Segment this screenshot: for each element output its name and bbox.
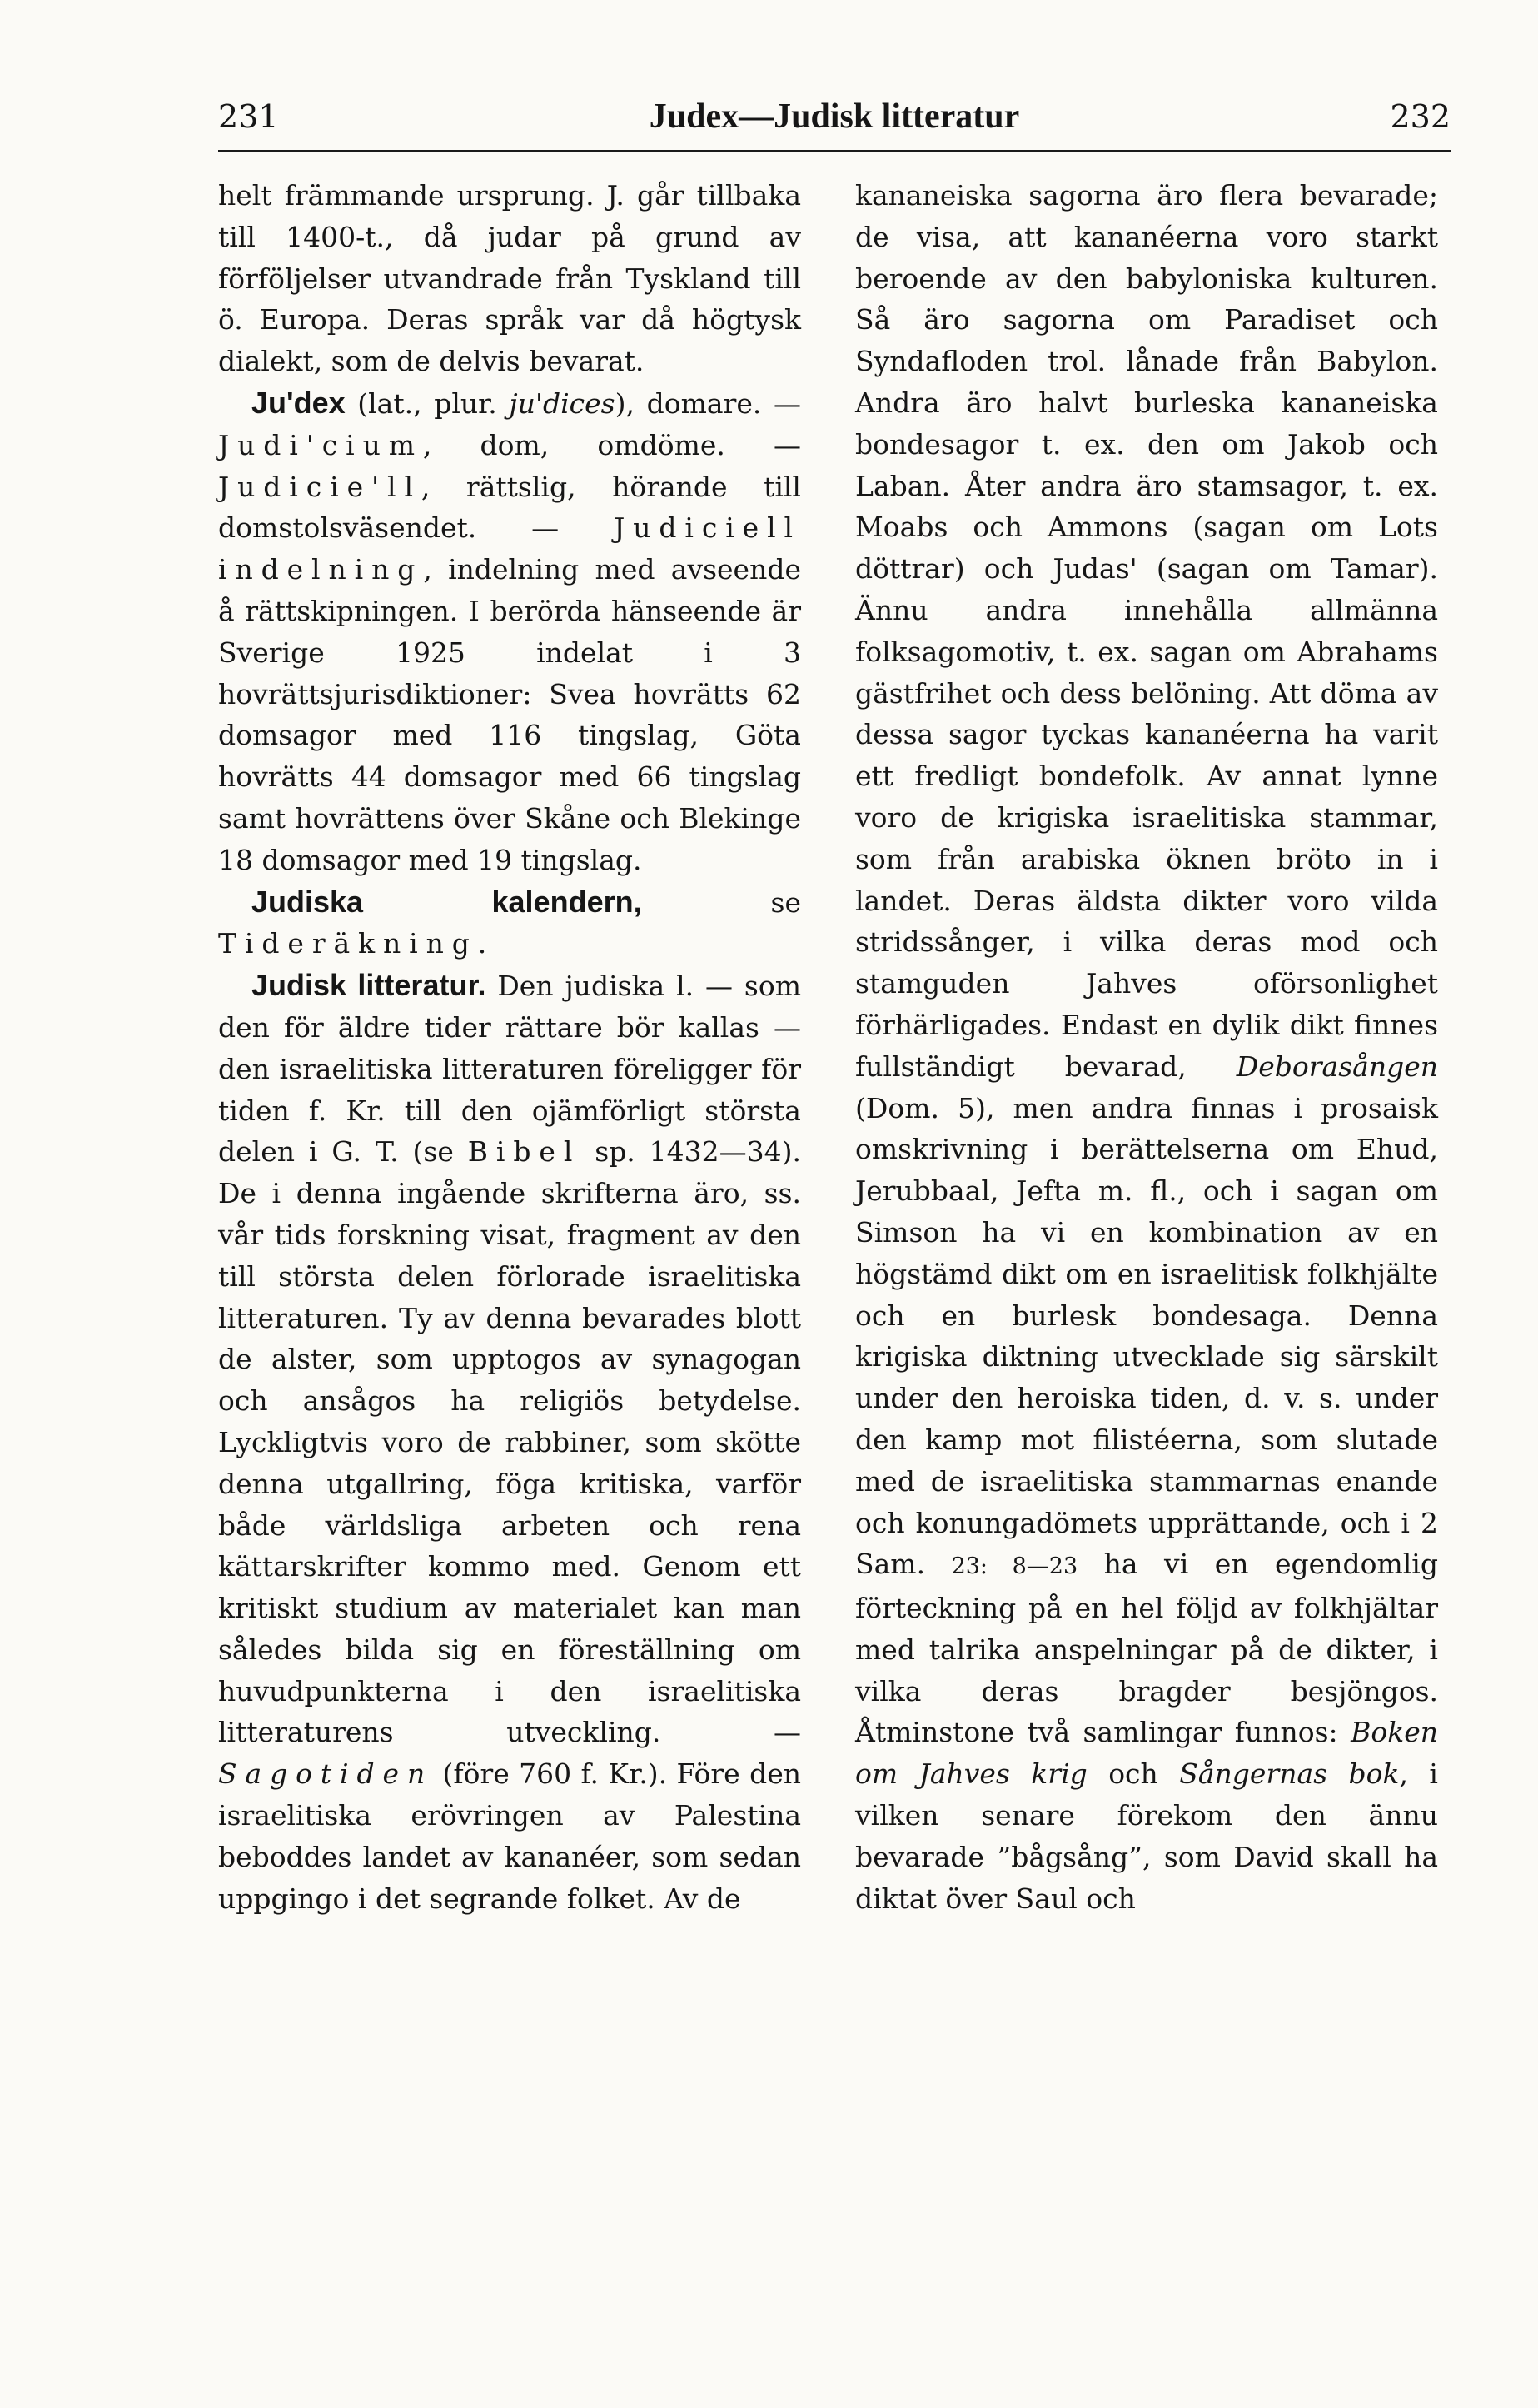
paragraph-continuation: helt främmande ursprung. J. går tillbaka till 1400-t., då judar på grund av förföljelser utvandrade från Tyskland till ö. Europa. Deras språk var då högtysk dialekt, som de delvis bevarat.	[218, 179, 801, 378]
title-deborasangen: Deborasången	[1236, 1049, 1438, 1083]
column-232	[855, 175, 1438, 1919]
page-number-right: 232	[1390, 98, 1451, 135]
entry-judisk-litteratur: Judisk litteratur. Den judiska l. — som den för äldre tider rättare bör kallas — den israelitiska litteraturen föreligger för tiden f. Kr. till den ojämförligt största delen i G. T. (se Bibel sp. 1432—34). De i denna ingående skrifterna äro, ss. vår tids forskning visat, fragment av den till största delen förlorade israelitiska litteraturen. Ty av denna bevarades blott de alster, som upptogos av synagogan och ansågos ha religiös betydelse. Lyckligtvis voro de rabbiner, som skötte denna utgallring, föga kritiska, varför både världsliga arbeten och rena kättarskrifter kommo med. Genom ett kritiskt studium av materialet kan man således bilda sig en föreställning om huvudpunkterna i den israelitiska litteraturens utveckling. — Sagotiden (före 760 f. Kr.). Före den israelitiska erövringen av Palestina beboddes landet av kananéer, som sedan uppgingo i det segrande folket. Av de	[218, 968, 801, 1915]
cross-reference-tiderakning: Tideräkning	[218, 927, 478, 960]
entry-judex: Ju'dex (lat., plur. ju'dices), domare. — Judi'cium, dom, omdöme. — Judicie'll, rättslig, hörande till domstolsväsendet. — Judiciell indelning, indelning med avseende å rättskipningen. I berörda hänseende är Sverige 1925 indelat i 3 hovrättsjurisdiktioner: Svea hovrätts 62 domsagor med 116 tingslag, Göta hovrätts 44 domsagor med 66 tingslag samt hovrättens över Skåne och Blekinge 18 domsagor med 19 tingslag.	[218, 385, 801, 876]
headword-judisk-litteratur: Judisk litteratur.	[251, 968, 486, 1003]
title-sangernas-bok: Sångernas bok	[1179, 1757, 1400, 1791]
headword-judiska-kalendern: Judiska kalendern,	[251, 884, 642, 919]
header-rule	[218, 150, 1451, 152]
entry-judiska-kalendern: Judiska kalendern, se Tideräkning.	[218, 884, 801, 960]
cross-reference-bibel: Bibel	[467, 1135, 581, 1169]
column-231	[218, 175, 801, 1919]
title-boken-om-jahves-krig: Boken om Jahves krig	[855, 1716, 1438, 1791]
running-title: Judex—Judisk litteratur	[649, 97, 1020, 136]
headword-judex: Ju'dex	[251, 385, 346, 420]
subword-judicium: Judi'cium	[218, 428, 423, 461]
paragraph-continuation-right: kananeiska sagorna äro flera bevarade; de visa, att kananéerna voro starkt beroende av den babyloniska kulturen. Så äro sagorna om Paradiset och Syndafloden trol. lånade från Babylon. Andra äro halvt burleska kananeiska bondesagor t. ex. den om Jakob och Laban. Åter andra äro stamsagor, t. ex. Moabs och Ammons (sagan om Lots döttrar) och Judas' (sagan om Tamar). Ännu andra innehålla allmänna folksagomotiv, t. ex. sagan om Abrahams gästfrihet och dess belöning. Att döma av dessa sagor tyckas kananéerna ha varit ett fredligt bondefolk. Av annat lynne voro de krigiska israelitiska stammar, som från arabiska öknen bröto in i landet. Deras äldsta dikter voro vilda stridssånger, i vilka deras mod och stamguden Jahves oförsonlighet förhärligades. Endast en dylik dikt finnes fullständigt bevarad, Deborasången (Dom. 5), men andra finnas i prosaisk omskrivning i berättelserna om Ehud, Jerubbaal, Jefta m. fl., och i sagan om Simson ha vi en kombination av en högstämd dikt om en israelitisk folkhjälte och en burlesk bondesaga. Denna krigiska diktning utvecklade sig särskilt under den heroiska tiden, d. v. s. under den kamp mot filistéerna, som slutade med de israelitiska stammarnas enande och konungadömets upprättande, och i 2 Sam. 23: 8—23 ha vi en egendomlig förteckning på en hel följd av folkhjältar med talrika anspelningar på de dikter, i vilka deras bragder besjöngos. Åtminstone två samlingar funnos: Boken om Jahves krig och Sångernas bok, i vilken senare förekom den ännu bevarade ”bågsång”, som David skall ha diktat över Saul och	[855, 179, 1438, 1915]
subword-judiciell-indelning: Judiciell indelning	[218, 511, 801, 586]
section-sagotiden: Sagotiden	[218, 1757, 434, 1791]
verse-reference: 23: 8—23	[951, 1553, 1078, 1580]
subword-judiciell: Judicie'll	[218, 470, 421, 503]
running-header	[218, 92, 1451, 142]
page-number-left: 231	[218, 98, 279, 135]
